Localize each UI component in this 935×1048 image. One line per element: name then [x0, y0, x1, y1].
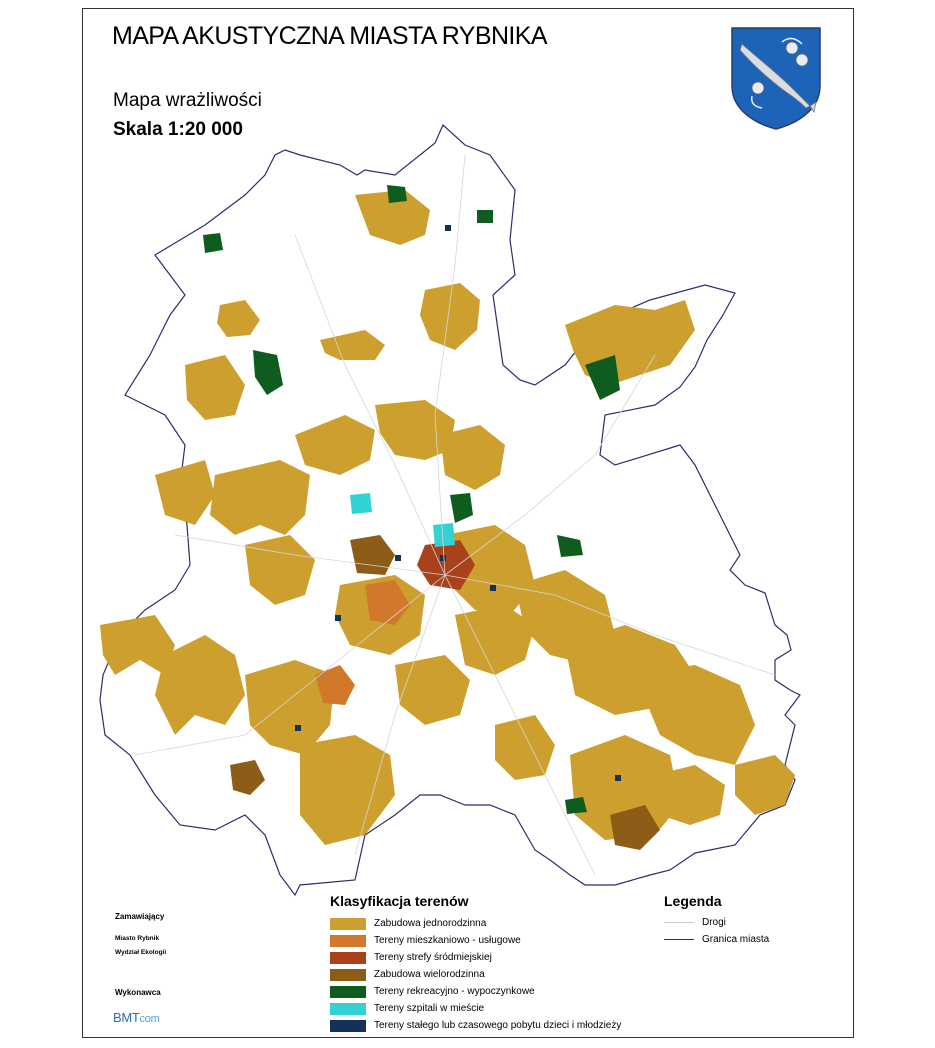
classification-label: Tereny szpitali w mieście	[374, 1003, 485, 1014]
legend-item-roads	[664, 914, 769, 931]
classification-item	[330, 932, 621, 949]
roads-line-symbol	[664, 922, 694, 923]
legend-swatch	[330, 952, 366, 964]
bmt-logo	[113, 1010, 159, 1025]
legend-item-boundary	[664, 931, 769, 948]
classification-item	[330, 1000, 621, 1017]
classification-item	[330, 949, 621, 966]
legend-label: Granica miasta	[702, 934, 770, 945]
legend-swatch	[330, 935, 366, 947]
legend-swatch	[330, 1020, 366, 1032]
legend-title: Legenda	[664, 893, 722, 909]
classification-item	[330, 1017, 621, 1034]
legend-swatch	[330, 918, 366, 930]
classification-title: Klasyfikacja terenów	[330, 893, 469, 909]
classification-label: Tereny stałego lub czasowego pobytu dzieci i młodzieży	[374, 1020, 622, 1031]
classification-label: Tereny mieszkaniowo - usługowe	[374, 935, 521, 946]
classification-item	[330, 915, 621, 932]
classification-label: Tereny rekreacyjno - wypoczynkowe	[374, 986, 535, 997]
client-block	[115, 912, 166, 962]
legend-swatch	[330, 986, 366, 998]
legend-label: Drogi	[702, 917, 726, 928]
bmt-logo-suffix: com	[139, 1013, 160, 1025]
map-title: MAPA AKUSTYCZNA MIASTA RYBNIKA	[112, 22, 547, 50]
client-line: Miasto Rybnik	[115, 934, 160, 942]
bmt-logo-main: BMT	[113, 1010, 140, 1025]
contractor-header: Wykonawca	[115, 988, 161, 997]
classification-label: Zabudowa wielorodzinna	[374, 969, 485, 980]
legend-swatch	[330, 1003, 366, 1015]
client-line: Wydział Ekologii	[115, 948, 167, 956]
client-header: Zamawiający	[115, 912, 165, 921]
map-subtitle: Mapa wrażliwości	[113, 90, 262, 111]
legend-list	[664, 914, 769, 948]
noise-sensitivity-map[interactable]	[95, 115, 835, 905]
classification-item	[330, 983, 621, 1000]
boundary-line-symbol	[664, 939, 694, 940]
classification-item	[330, 966, 621, 983]
legend-swatch	[330, 969, 366, 981]
classification-list	[330, 915, 621, 1034]
classification-label: Tereny strefy śródmiejskiej	[374, 952, 492, 963]
classification-label: Zabudowa jednorodzinna	[374, 918, 487, 929]
map-scale: Skala 1:20 000	[113, 119, 243, 140]
